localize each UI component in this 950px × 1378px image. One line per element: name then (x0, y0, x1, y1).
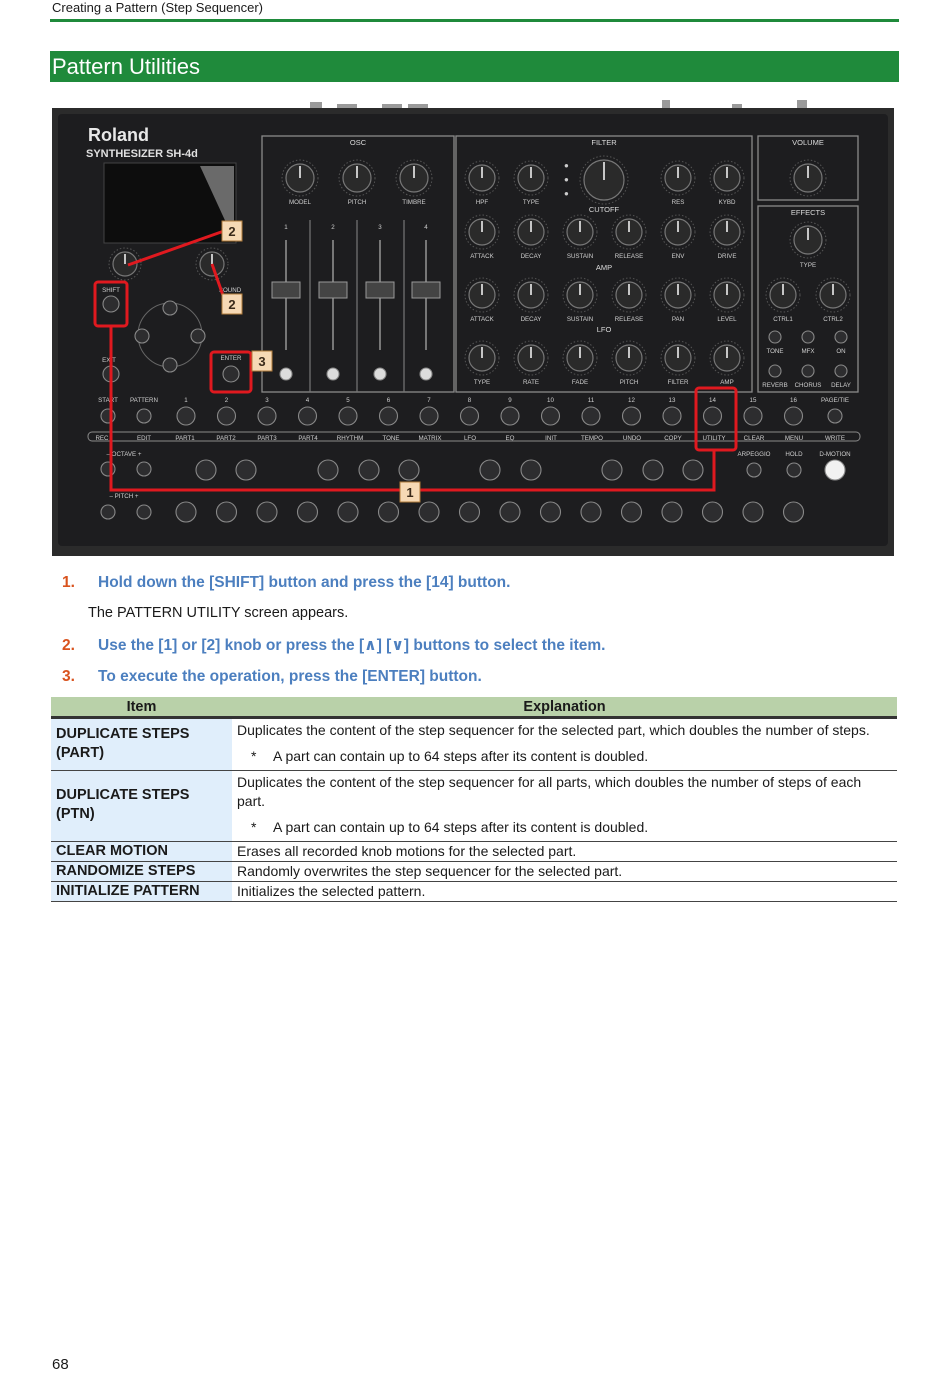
key-button[interactable] (500, 502, 520, 522)
key-button[interactable] (622, 502, 642, 522)
fx-button[interactable] (835, 365, 847, 377)
lfo-knob-label: FILTER (667, 379, 689, 386)
osc-knob-label: PITCH (347, 199, 367, 206)
key-button[interactable] (379, 502, 399, 522)
d-motion-button[interactable] (825, 460, 845, 480)
key-button[interactable] (176, 502, 196, 522)
step-number-label: 11 (587, 397, 595, 404)
osc-knob-label: TIMBRE (402, 199, 426, 206)
amp-knob-label: PAN (671, 316, 685, 323)
fx-button[interactable] (769, 331, 781, 343)
page-tie-button[interactable] (828, 409, 842, 423)
step-text: Hold down the [SHIFT] button and press the [14] button. (98, 574, 511, 591)
step-number-label: 5 (346, 397, 350, 404)
explanation-text: Duplicates the content of the step sequencer for the selected part, which doubles the number of steps. (237, 722, 870, 738)
key-button[interactable] (683, 460, 703, 480)
env-knob-label: RELEASE (614, 253, 644, 260)
amp-knob-label: ATTACK (470, 316, 494, 323)
fx-button-label: DELAY (831, 382, 851, 389)
item-explanation (232, 718, 897, 771)
amp-knob-label: LEVEL (717, 316, 737, 323)
filter-type-indicator: ● (564, 189, 569, 198)
callout-number: 3 (258, 354, 266, 369)
item-name: INITIALIZE PATTERN (51, 882, 232, 902)
arpeggio-button[interactable] (747, 463, 761, 477)
pitch-label: – PITCH + (109, 493, 139, 500)
d-motion-label: D-MOTION (819, 451, 851, 458)
sound-label: SOUND (218, 287, 242, 294)
osc-section-label: OSC (349, 138, 367, 147)
fader-number: 2 (331, 224, 335, 231)
step-function-label: UNDO (622, 435, 642, 442)
lfo-knob-label: TYPE (473, 379, 491, 386)
step-number-label: 6 (386, 397, 391, 404)
amp-knob-label: DECAY (520, 316, 542, 323)
fx-button[interactable] (769, 365, 781, 377)
lfo-knob-label: PITCH (619, 379, 639, 386)
step-function-label: CLEAR (743, 435, 765, 442)
table-header-row (51, 697, 897, 718)
start-label: START (98, 397, 118, 404)
fx-button[interactable] (802, 365, 814, 377)
header-explanation: Explanation (232, 697, 897, 718)
footnote (237, 818, 891, 837)
step-number-label: 15 (749, 397, 757, 404)
hold-label: HOLD (785, 451, 803, 458)
step-button-5[interactable] (339, 407, 357, 425)
key-button[interactable] (743, 502, 763, 522)
cutoff-label: CUTOFF (588, 205, 620, 214)
table-row (51, 842, 897, 862)
filter-knob-label: KYBD (718, 199, 736, 206)
utility-items-table (51, 697, 897, 902)
cursor-button[interactable] (163, 358, 177, 372)
step-button-11[interactable] (582, 407, 600, 425)
synthesizer-panel-illustration (52, 100, 894, 556)
filter-knob-label: TYPE (522, 199, 540, 206)
env-knob-label: ENV (671, 253, 685, 260)
env-knob-label: SUSTAIN (566, 253, 594, 260)
lfo-section-label: LFO (596, 325, 612, 334)
step-number-label: 13 (668, 397, 676, 404)
brand-logo: Roland (88, 125, 149, 145)
key-button[interactable] (521, 460, 541, 480)
key-button[interactable] (643, 460, 663, 480)
lfo-knob-label: FADE (571, 379, 589, 386)
key-button[interactable] (460, 502, 480, 522)
filter-section-label: FILTER (591, 138, 617, 147)
key-button[interactable] (196, 460, 216, 480)
step-text: Use the [1] or [2] knob or press the [∧] [∨] buttons to select the item. (98, 637, 606, 654)
page-number: 68 (52, 1356, 69, 1373)
step-function-label: MENU (784, 435, 804, 442)
step-button-15[interactable] (744, 407, 762, 425)
callout-badge (222, 221, 242, 241)
note-mark: * (251, 819, 257, 835)
callout-badge (400, 482, 420, 502)
filter-type-indicator: ● (564, 175, 569, 184)
key-button[interactable] (662, 502, 682, 522)
step-1 (62, 574, 510, 592)
shift-label: SHIFT (102, 287, 120, 294)
env-knob-label: DRIVE (717, 253, 737, 260)
pitch-down-button[interactable] (101, 505, 115, 519)
step-button-7[interactable] (420, 407, 438, 425)
fader-button[interactable] (374, 368, 386, 380)
key-button[interactable] (359, 460, 379, 480)
key-button[interactable] (399, 460, 419, 480)
step-number-label: 4 (305, 397, 310, 404)
fx-button[interactable] (802, 331, 814, 343)
fader-number: 3 (378, 224, 382, 231)
fader-button[interactable] (280, 368, 292, 380)
filter-knob-label: RES (671, 199, 685, 206)
amp-knob-label: SUSTAIN (566, 316, 594, 323)
fader-2[interactable] (319, 282, 347, 298)
key-button[interactable] (602, 460, 622, 480)
step-number-label: 2 (224, 397, 229, 404)
callout-number: 1 (406, 485, 414, 500)
page-tie-label: PAGE/TIE (820, 397, 850, 404)
callout-number: 2 (228, 297, 236, 312)
step-button-16[interactable] (785, 407, 803, 425)
item-name: DUPLICATE STEPS (PTN) (51, 771, 232, 842)
step-function-label: LFO (463, 435, 477, 442)
step-number: 2. (62, 637, 75, 654)
osc-knob-label: MODEL (288, 199, 312, 206)
amp-section-label: AMP (595, 263, 613, 272)
step-2 (62, 636, 605, 655)
amp-knob-label: RELEASE (614, 316, 644, 323)
fader-4[interactable] (412, 282, 440, 298)
lfo-knob-label: RATE (522, 379, 540, 386)
section-title: Pattern Utilities (50, 51, 899, 82)
step-button-6[interactable] (380, 407, 398, 425)
key-button[interactable] (257, 502, 277, 522)
table-row (51, 882, 897, 902)
step-function-label: PART3 (257, 435, 277, 442)
fader-number: 1 (284, 224, 288, 231)
octave-label: – OCTAVE + (106, 451, 142, 458)
arpeggio-label: ARPEGGIO (737, 451, 771, 458)
step-button-1[interactable] (177, 407, 195, 425)
step-function-label: EDIT (136, 435, 152, 442)
header-rule (50, 19, 899, 22)
key-button[interactable] (338, 502, 358, 522)
step-button-2[interactable] (218, 407, 236, 425)
footnote (237, 747, 891, 766)
breadcrumb: Creating a Pattern (Step Sequencer) (52, 0, 264, 15)
table-row (51, 771, 897, 842)
callout-badge (222, 294, 242, 314)
effects-section-label: EFFECTS (790, 208, 826, 217)
fx-button-label: ON (836, 348, 846, 355)
step-button-10[interactable] (542, 407, 560, 425)
fader-3[interactable] (366, 282, 394, 298)
fx-button-label: REVERB (762, 382, 788, 389)
start-button[interactable] (101, 409, 115, 423)
octave-up-button[interactable] (137, 462, 151, 476)
ctrl-knob-label: CTRL2 (823, 316, 843, 323)
footnote-text: A part can contain up to 64 steps after its content is doubled. (273, 748, 649, 764)
enter-label: ENTER (220, 355, 242, 362)
step-number-label: 10 (547, 397, 554, 404)
step-3 (62, 668, 482, 686)
key-button[interactable] (541, 502, 561, 522)
step-function-label: PART2 (216, 435, 236, 442)
step-function-label: PART1 (175, 435, 195, 442)
fader-1[interactable] (272, 282, 300, 298)
step-number-label: 8 (467, 397, 472, 404)
key-button[interactable] (581, 502, 601, 522)
step-function-label: PART4 (298, 435, 318, 442)
explanation-text: Duplicates the content of the step sequencer for all parts, which doubles the number of steps of each part. (237, 774, 862, 809)
hold-button[interactable] (787, 463, 801, 477)
cursor-button[interactable] (163, 301, 177, 315)
item-explanation (232, 771, 897, 842)
step-function-label: MATRIX (418, 435, 442, 442)
lfo-knob-label: AMP (720, 379, 734, 386)
env-knob-label: DECAY (520, 253, 542, 260)
cursor-button[interactable] (191, 329, 205, 343)
step-number-label: 1 (184, 397, 188, 404)
effects-type-label: TYPE (799, 262, 817, 269)
step-function-label: TONE (382, 435, 400, 442)
step-number-label: 14 (709, 397, 716, 404)
item-name: RANDOMIZE STEPS (51, 862, 232, 882)
enter-button[interactable] (223, 366, 239, 382)
step-function-label: COPY (664, 435, 682, 442)
step-function-label: WRITE (825, 435, 845, 442)
step-number-label: 9 (508, 397, 512, 404)
key-button[interactable] (784, 502, 804, 522)
step-text: To execute the operation, press the [ENTER] button. (98, 668, 482, 685)
pattern-button[interactable] (137, 409, 151, 423)
step-button-13[interactable] (663, 407, 681, 425)
step-button-12[interactable] (623, 407, 641, 425)
key-button[interactable] (318, 460, 338, 480)
footnote-text: A part can contain up to 64 steps after its content is doubled. (273, 819, 649, 835)
key-button[interactable] (217, 502, 237, 522)
step-number: 3. (62, 668, 75, 685)
step-button-3[interactable] (258, 407, 276, 425)
pattern-label: PATTERN (130, 397, 158, 404)
step-number-label: 3 (265, 397, 269, 404)
step-button-9[interactable] (501, 407, 519, 425)
key-button[interactable] (480, 460, 500, 480)
item-name: DUPLICATE STEPS (PART) (51, 718, 232, 771)
fx-button[interactable] (835, 331, 847, 343)
filter-knob-label: HPF (475, 199, 489, 206)
fader-button[interactable] (420, 368, 432, 380)
key-button[interactable] (419, 502, 439, 522)
env-knob-label: ATTACK (470, 253, 494, 260)
item-name: CLEAR MOTION (51, 842, 232, 862)
cursor-button[interactable] (135, 329, 149, 343)
pitch-up-button[interactable] (137, 505, 151, 519)
model-name: SYNTHESIZER SH-4d (86, 148, 198, 160)
fader-number: 4 (424, 224, 428, 231)
callout-badge (252, 351, 272, 371)
ctrl-knob-label: CTRL1 (773, 316, 793, 323)
item-explanation: Erases all recorded knob motions for the selected part. (232, 842, 897, 862)
table-row (51, 718, 897, 771)
header-item: Item (51, 697, 232, 718)
item-explanation: Randomly overwrites the step sequencer for the selected part. (232, 862, 897, 882)
step-number-label: 7 (427, 397, 431, 404)
fx-button-label: TONE (766, 348, 784, 355)
step-number-label: 12 (628, 397, 635, 404)
item-explanation: Initializes the selected pattern. (232, 882, 897, 902)
octave-down-button[interactable] (101, 462, 115, 476)
volume-section-label: VOLUME (792, 138, 824, 147)
table-row (51, 862, 897, 882)
step-function-label: UTILITY (702, 435, 726, 442)
step-number: 1. (62, 574, 75, 591)
filter-type-indicator: ● (564, 161, 569, 170)
step-function-label: EQ (505, 435, 515, 442)
note-mark: * (251, 748, 257, 764)
key-button[interactable] (298, 502, 318, 522)
step-number-label: 16 (790, 397, 797, 404)
step-function-label: REC (95, 435, 109, 442)
step-1-result: The PATTERN UTILITY screen appears. (88, 605, 349, 621)
shift-button[interactable] (103, 296, 119, 312)
step-button-4[interactable] (299, 407, 317, 425)
fx-button-label: CHORUS (794, 382, 822, 389)
fx-button-label: MFX (801, 348, 815, 355)
callout-number: 2 (228, 224, 236, 239)
exit-label: EXIT (102, 357, 116, 364)
step-function-label: RHYTHM (336, 435, 364, 442)
key-button[interactable] (703, 502, 723, 522)
step-button-14[interactable] (704, 407, 722, 425)
step-button-8[interactable] (461, 407, 479, 425)
step-function-label: TEMPO (580, 435, 604, 442)
fader-button[interactable] (327, 368, 339, 380)
step-function-label: INIT (545, 435, 557, 442)
key-button[interactable] (236, 460, 256, 480)
